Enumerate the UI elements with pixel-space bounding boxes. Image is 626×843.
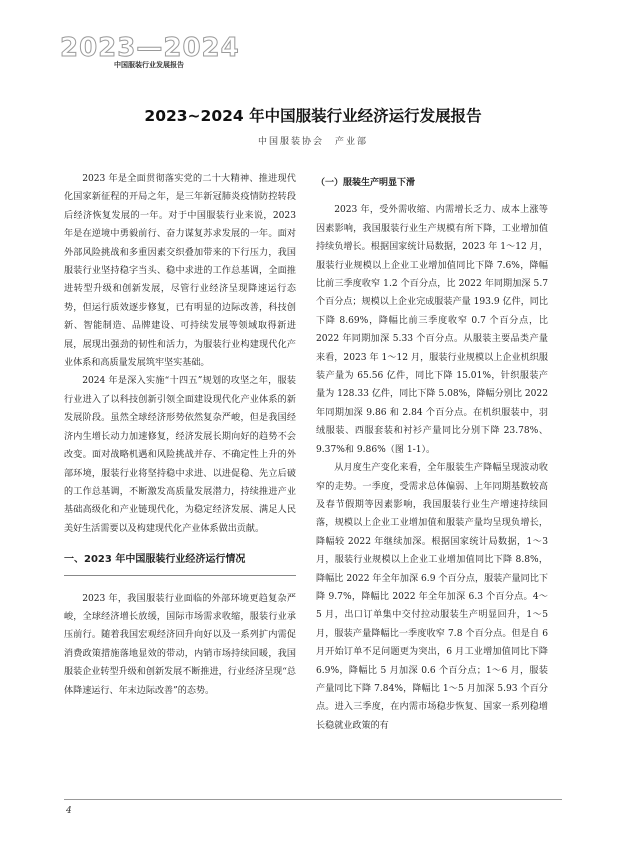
section-paragraph: 2023 年，我国服装行业面临的外部环境更趋复杂严峻，全球经济增长放缓，国际市场需求收缩，服装行业承压前行。随着我国宏观经济回升向好以及一系列扩内需促消费政策措施落地显效的带动，内销市场持续回暖，我国服装企业转型升级和创新发展不断推进，行业经济呈现“总体降速运行、年末边际改善”的态势。 <box>64 593 296 696</box>
header-subtitle: 中国服装行业发展报告 <box>114 61 184 69</box>
intro-paragraph-2: 2024 年是深入实施“十四五”规划的攻坚之年，服装行业进入了以科技创新引领全面建设现代化产业体系的新发展阶段。虽然全球经济形势依然复杂严峻，但是我国经济内生增长动力加速修复，经济发展长期向好的趋势不会改变。面对战略机遇和风险挑战并存、不确定性上升的外部环境，服装行业将坚持稳中求进、以进促稳、先立后破的工作总基调，不断激发高质量发展潜力，持续推进产业基础高级化和产业链现代化，为稳定经济发展、满足人民美好生活需要以及构建现代化产业体系做出贡献。 <box>64 376 296 534</box>
intro-paragraph-1: 2023 年是全面贯彻落实党的二十大精神、推进现代化国家新征程的开局之年，是三年新冠肺炎疫情防控转段后经济恢复发展的一年。对于中国服装行业来说，2023 年是在逆境中勇毅前行、奋力谋复苏求发展的一年。面对外部风险挑战和多重因素交织叠加带来的下行压力，我国服装行业坚持稳字当头、稳中求进的工作总基调，全面推进转型升级和创新发展，尽管行业经济呈现降速运行态势，但运行质效逐步修复，已有明显的边际改善，科技创新、智能制造、品牌建设、可持续发展等领域取得新进展，展现出强劲的韧性和活力，为服装行业构建现代化产业体系和高质量发展筑牢坚实基础。 <box>64 174 296 369</box>
subsection-heading: （一）服装生产明显下滑 <box>316 178 416 188</box>
right-column <box>316 170 548 735</box>
page-title: 2023~2024 年中国服装行业经济运行发展报告 <box>144 107 482 125</box>
left-column <box>64 170 296 700</box>
header-years-mark: 2023—2024 <box>60 33 240 63</box>
author-line: 中国服装协会 产业部 <box>257 137 368 147</box>
body-paragraph-1: 2023 年，受外需收缩、内需增长乏力、成本上涨等因素影响，我国服装行业生产规模有所下降，工业增加值持续负增长。根据国家统计局数据，2023 年 1～12 月，服装行业规模以上企业工业增加值同比下降 7.6%，降幅比前三季度收窄 1.2 个百分点，比 2022 年同期加深 5.7 个百分点；规模以上企业完成服装产量 193.9 亿件，同比下降 8.69%，降幅比前三季度收窄 0.7 个百分点，比 2022 年同期加深 5.33 个百分点。从服装主要品类产量来看，2023 年 1～12 月，服装行业规模以上企业机织服装产量为 65.56 亿件，同比下降 15.01%，针织服装产量为 128.33 亿件，同比下降 5.08%，降幅分别比 2022 年同期加深 9.86 和 2.84 个百分点。在机织服装中，羽绒服装、西服套装和衬衫产量同比分别下降 23.78%、9.37%和 9.86%（图 1-1）。 <box>316 205 548 455</box>
section-heading: 一、2023 年中国服装行业经济运行情况 <box>64 551 296 575</box>
page-number: 4 <box>66 806 72 816</box>
body-paragraph-2: 从月度生产变化来看，全年服装生产降幅呈现波动收窄的走势。一季度，受需求总体偏弱、上年同期基数较高及春节假期等因素影响，我国服装行业生产增速持续回落，规模以上企业工业增加值和服装产量均呈现负增长，降幅较 2022 年继续加深。根据国家统计局数据，1～3 月，服装行业规模以上企业工业增加值同比下降 8.8%，降幅比 2022 年全年加深 6.9 个百分点，服装产量同比下降 9.7%，降幅比 2022 年全年加深 6.3 个百分点。4～5 月，出口订单集中交付拉动服装生产明显回升，1～5 月，服装产量降幅比一季度收窄 7.8 个百分点。但是自 6 月开始订单不足问题更为突出，6 月工业增加值同比下降 6.9%，降幅比 5 月加深 0.6 个百分点；1～6 月，服装产量同比下降 7.84%，降幅比 1～5 月加深 5.93 个百分点。进入三季度，在内需市场稳步恢复、国家一系列稳增长稳就业政策的有 <box>316 463 548 731</box>
footer-divider <box>64 799 562 800</box>
